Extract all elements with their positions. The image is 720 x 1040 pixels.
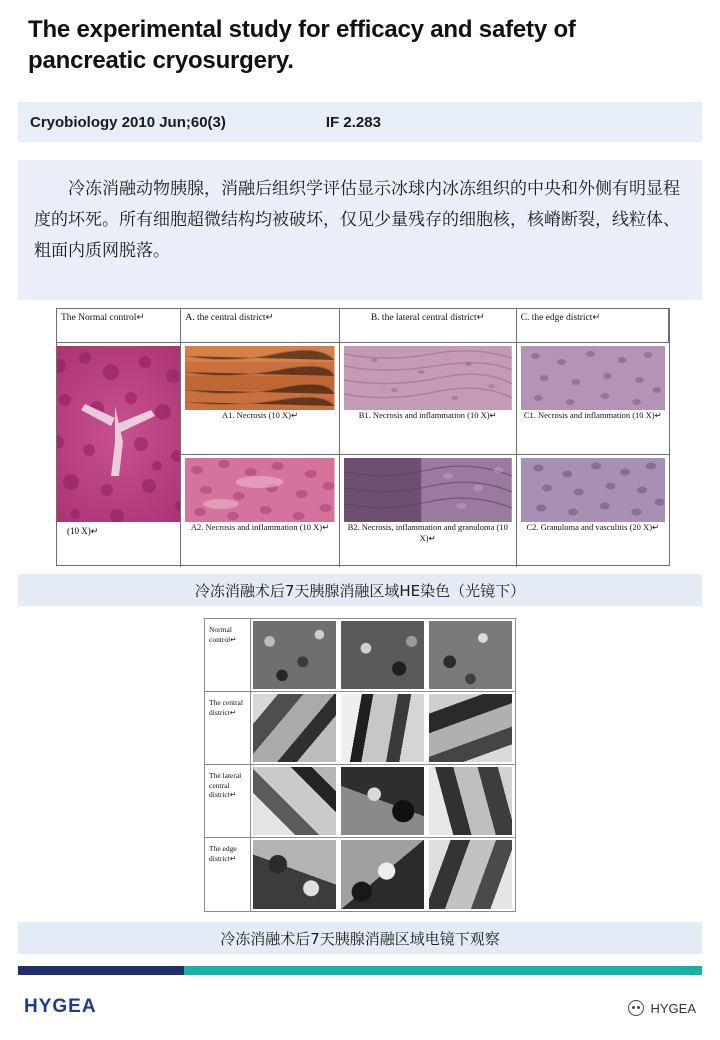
figure2-row-header-lateral: The lateral central district↵ [205, 765, 251, 838]
micrograph-a1 [185, 346, 334, 410]
footer-rule-left [18, 966, 184, 975]
em-image-central-2 [339, 692, 427, 765]
figure1-cell-c2 [517, 455, 669, 567]
journal-bar [18, 102, 702, 142]
footer-rule [18, 966, 702, 975]
micrograph-b1 [344, 346, 512, 410]
figure1-normal-control-cell [57, 343, 181, 567]
figure1-cell-a2 [181, 455, 339, 567]
wechat-icon [628, 1000, 644, 1016]
figure1-cell-b2 [340, 455, 517, 567]
micrograph-a2 [185, 458, 334, 522]
figure1-cell-b1 [340, 343, 517, 455]
abstract-text: 冷冻消融动物胰腺，消融后组织学评估显示冰球内冰冻组织的中央和外侧有明显程度的坏死。所有细胞超微结构均被破坏，仅见少量残存的细胞核，核嵴断裂，线粒体、粗面内质网脱落。 [18, 160, 702, 300]
em-image-normal-1 [251, 619, 339, 692]
em-image-lateral-3 [427, 765, 515, 838]
figure1-header-central: A. the central district↵ [181, 309, 339, 343]
em-image-central-1 [251, 692, 339, 765]
em-image-lateral-2 [339, 765, 427, 838]
em-image-normal-3 [427, 619, 515, 692]
figure2-row-header-central: The central district↵ [205, 692, 251, 765]
figure1-header-edge: C. the edge district↵ [517, 309, 669, 343]
em-image-normal-2 [339, 619, 427, 692]
micrograph-b2 [344, 458, 512, 522]
figure1-caption-b1: B1. Necrosis and inflammation (10 X)↵ [358, 410, 497, 420]
figure1-caption-c2: C2. Granuloma and vasculitis (20 X)↵ [526, 522, 660, 532]
figure2-row-header-normal: Normal control↵ [205, 619, 251, 692]
figure1-caption-c1: C1. Necrosis and inflammation (10 X)↵ [523, 410, 662, 420]
figure1-cell-a1 [181, 343, 339, 455]
micrograph-c1 [521, 346, 665, 410]
journal-impact-factor: IF 2.283 [325, 113, 381, 131]
figure-he-staining [56, 308, 670, 566]
figure1-caption-a2: A2. Necrosis and inflammation (10 X)↵ [190, 522, 330, 532]
em-image-edge-2 [339, 838, 427, 911]
em-image-edge-1 [251, 838, 339, 911]
figure2-row-header-edge: The edge district↵ [205, 838, 251, 911]
figure2-caption-bar: 冷冻消融术后7天胰腺消融区域电镜下观察 [18, 922, 702, 954]
micrograph-c2 [521, 458, 665, 522]
footer-rule-right [184, 966, 702, 975]
journal-reference: Cryobiology 2010 Jun;60(3) [30, 113, 226, 131]
figure1-caption-b2: B2. Necrosis, inflammation and granuloma (10 X)↵ [347, 522, 508, 543]
brand-logo: HYGEA [24, 996, 97, 1017]
page-title: The experimental study for efficacy and safety of pancreatic cryosurgery. [28, 16, 576, 74]
figure1-header-lateral: B. the lateral central district↵ [340, 309, 517, 343]
figure1-cell-c1 [517, 343, 669, 455]
wechat-account [628, 1000, 696, 1016]
micrograph-normal-control [57, 346, 181, 522]
em-image-central-3 [427, 692, 515, 765]
em-image-edge-3 [427, 838, 515, 911]
figure-electron-microscopy [204, 618, 516, 912]
figure1-caption-bar: 冷冻消融术后7天胰腺消融区域HE染色（光镜下） [18, 574, 702, 606]
figure1-header-normal: The Normal control↵ [57, 309, 181, 343]
figure1-caption-a1: A1. Necrosis (10 X)↵ [222, 410, 299, 420]
figure1-normal-label: (10 X)↵ [67, 526, 99, 536]
wechat-label: HYGEA [650, 1000, 696, 1016]
em-image-lateral-1 [251, 765, 339, 838]
